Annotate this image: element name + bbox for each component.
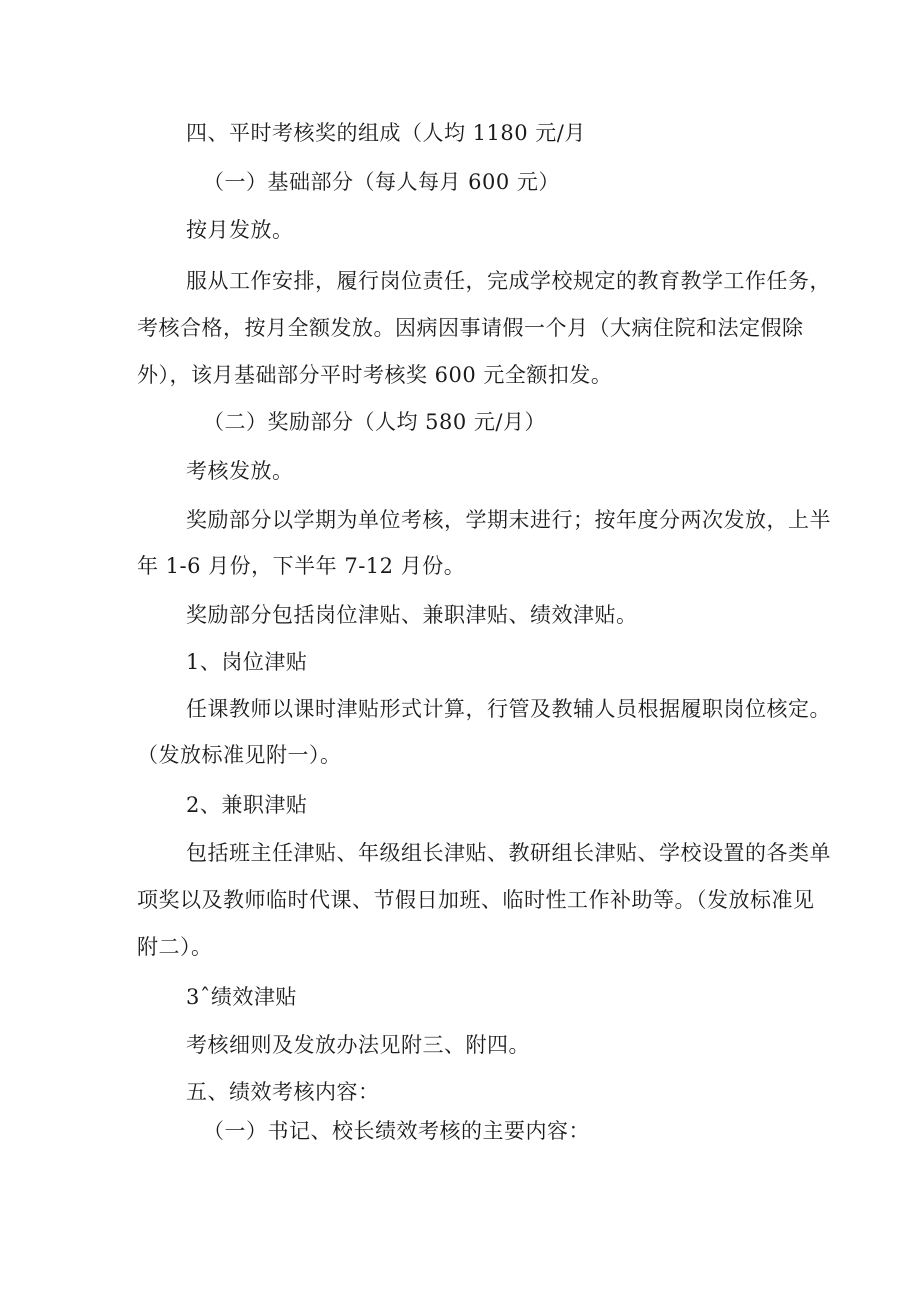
paragraph-line: 考核合格，按月全额发放。因病因事请假一个月（大病住院和法定假除	[137, 316, 804, 340]
paragraph-line: （发放标准见附一）。	[137, 743, 342, 767]
item-heading-part-time-allowance: 2、兼职津贴	[186, 793, 308, 817]
section-heading-5: 五、绩效考核内容：	[186, 1080, 380, 1104]
paragraph-line: 包括班主任津贴、年级组长津贴、教研组长津贴、学校设置的各类单	[186, 841, 831, 865]
paragraph-line: 附二）。	[137, 935, 213, 959]
item-heading-post-allowance: 1、岗位津贴	[186, 650, 308, 674]
paragraph-line: 奖励部分包括岗位津贴、兼职津贴、绩效津贴。	[186, 603, 638, 627]
paragraph-line: 考核发放。	[186, 459, 294, 483]
paragraph-line: 服从工作安排，履行岗位责任，完成学校规定的教育教学工作任务，	[186, 269, 831, 293]
paragraph-line: 外），该月基础部分平时考核奖 600 元全额扣发。	[137, 363, 613, 387]
item-heading-performance-allowance: 3ˆ绩效津贴	[186, 985, 297, 1009]
paragraph-line: 项奖以及教师临时代课、节假日加班、临时性工作补助等。（发放标准见	[137, 888, 815, 912]
paragraph-line: 按月发放。	[186, 218, 294, 242]
paragraph-line: 奖励部分以学期为单位考核，学期末进行；按年度分两次发放，上半	[186, 508, 831, 532]
paragraph-line: 年 1-6 月份，下半年 7-12 月份。	[137, 554, 466, 578]
paragraph-line: 任课教师以课时津贴形式计算，行管及教辅人员根据履职岗位核定。	[186, 697, 831, 721]
subsection-heading-basic: （一）基础部分（每人每月 600 元）	[203, 170, 560, 194]
section-heading-4: 四、平时考核奖的组成（人均 1180 元/月	[186, 121, 586, 145]
subsection-heading-principal: （一）书记、校长绩效考核的主要内容：	[203, 1119, 590, 1143]
subsection-heading-reward: （二）奖励部分（人均 580 元/月）	[203, 410, 547, 434]
paragraph-line: 考核细则及发放办法见附三、附四。	[186, 1033, 530, 1057]
